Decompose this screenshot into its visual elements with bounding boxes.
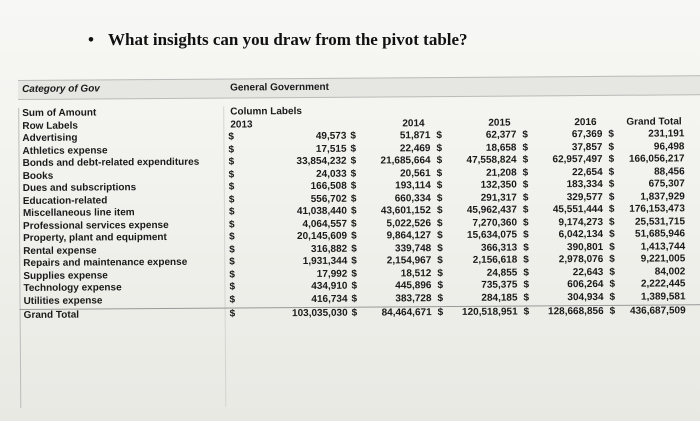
value-cell: 45,962,437 [466,204,517,216]
value-cell: 67,369 [571,128,603,141]
dollar-sign: $ [608,191,615,203]
dollar-sign: $ [523,279,530,291]
value-cell: 606,264 [567,278,604,291]
row-label: Professional services expense [22,219,169,232]
row-label: Education-related [22,194,108,207]
value-cell: 304,934 [567,291,604,303]
dollar-sign: $ [437,292,444,304]
dollar-sign: $ [436,142,443,154]
dollar-sign: $ [228,156,235,168]
value-cell: 7,270,360 [472,217,518,229]
value-cell: 4,064,557 [302,218,348,230]
dollar-sign: $ [229,268,235,281]
column-labels: Column Labels [230,106,302,118]
dollar-sign: $ [437,267,443,279]
dollar-sign: $ [522,191,529,203]
dollar-sign: $ [522,216,529,228]
value-cell: 15,634,075 [466,229,518,241]
question [88,30,468,50]
row-label: Miscellaneous line item [22,207,135,219]
value-cell: 329,577 [566,191,603,203]
row-label: Dues and subscriptions [22,182,137,194]
year-header: 2016 [574,116,597,128]
dollar-sign: $ [350,143,357,155]
dollar-sign: $ [436,167,443,179]
filter-value[interactable]: General Government [230,81,330,94]
value-cell: 33,854,232 [296,155,347,168]
value-cell: 22,654 [572,166,603,178]
value-cell: 9,864,127 [386,230,432,242]
dollar-sign: $ [350,218,357,230]
row-label: Athletics expense [22,144,108,157]
value-cell: 41,038,440 [296,205,347,218]
dollar-sign: $ [351,280,358,292]
value-cell: 1,389,581 [640,290,686,303]
value-cell: 735,375 [481,279,518,291]
dollar-sign: $ [437,242,443,254]
value-cell: 383,728 [395,292,432,304]
value-cell: 21,685,664 [380,155,431,167]
row-label: Utilities expense [23,294,103,307]
dollar-sign: $ [436,130,442,142]
dollar-sign: $ [523,229,529,241]
dollar-sign: $ [350,155,357,167]
dollar-sign: $ [229,231,235,243]
dollar-sign: $ [608,166,615,178]
value-cell: 20,145,609 [296,230,348,243]
value-cell: 434,910 [311,280,348,292]
dollar-sign: $ [522,166,529,178]
value-cell: 284,185 [481,292,518,304]
value-cell: 5,022,526 [386,217,432,229]
dollar-sign: $ [522,204,529,216]
dollar-sign: $ [608,178,615,190]
dollar-sign: $ [609,253,615,265]
value-cell: 339,748 [394,242,432,254]
value-cell: 88,456 [654,165,685,178]
value-cell: 24,033 [316,168,347,180]
dollar-sign: $ [228,218,235,231]
value-cell: 193,114 [395,180,431,192]
dollar-sign: $ [523,254,529,266]
value-cell: 1,931,344 [302,255,348,268]
dollar-sign: $ [350,180,357,192]
value-cell: 183,334 [566,178,603,191]
bullet: • [88,30,94,49]
dollar-sign: $ [609,228,615,240]
value-cell: 9,221,005 [640,253,686,265]
value-cell: 445,896 [395,280,432,292]
dollar-sign: $ [229,293,236,306]
dollar-sign: $ [523,241,529,253]
value-cell: 25,531,715 [634,215,686,228]
dollar-sign: $ [436,205,443,217]
value-cell: 390,801 [566,241,604,253]
dollar-sign: $ [351,307,358,319]
dollar-sign: $ [436,192,443,204]
dollar-sign: $ [522,179,529,191]
dollar-sign: $ [436,180,443,192]
dollar-sign: $ [522,129,528,141]
value-cell: 231,191 [648,128,685,140]
value-cell: 166,508 [310,180,347,192]
value-cell: 51,871 [399,130,431,142]
value-cell: 43,601,152 [380,205,431,217]
year-header: Grand Total [626,115,682,128]
value-cell: 21,208 [486,167,517,179]
row-label: Supplies expense [23,269,108,282]
value-cell: 128,668,856 [547,305,604,318]
value-cell: 176,153,473 [629,203,685,215]
dollar-sign: $ [351,255,357,267]
dollar-sign: $ [436,217,443,229]
value-cell: 2,156,618 [472,254,518,266]
value-cell: 49,573 [315,130,347,142]
dollar-sign: $ [229,308,236,320]
filter-row [18,75,700,100]
value-cell: 316,882 [310,243,348,255]
dollar-sign: $ [608,153,615,165]
value-cell: 96,498 [653,140,685,153]
value-cell: 62,957,497 [552,153,603,166]
value-cell: 24,855 [486,267,518,279]
dollar-sign: $ [609,241,615,253]
dollar-sign: $ [437,280,444,292]
dollar-sign: $ [229,243,235,256]
dollar-sign: $ [522,154,529,166]
dollar-sign: $ [609,266,615,278]
dollar-sign: $ [436,155,443,167]
dollar-sign: $ [228,181,235,193]
dollar-sign: $ [351,293,358,305]
value-cell: 436,687,509 [629,305,686,317]
value-cell: 166,056,217 [628,153,685,165]
dollar-sign: $ [523,291,530,303]
value-cell: 2,978,076 [558,253,604,266]
dollar-sign: $ [350,193,357,205]
row-label: Repairs and maintenance expense [23,256,188,269]
dollar-sign: $ [609,291,616,303]
dollar-sign: $ [228,143,235,156]
value-cell: 18,658 [485,142,517,154]
year-header: 2015 [488,117,511,129]
value-cell: 18,512 [400,267,432,279]
dollar-sign: $ [437,307,444,319]
row-label: Books [22,170,54,182]
row-label: Rental expense [23,244,97,257]
value-cell: 416,734 [311,293,348,305]
dollar-sign: $ [351,243,357,255]
value-cell: 22,643 [572,266,604,278]
value-cell: 17,992 [316,268,348,280]
value-cell: 84,002 [654,265,686,278]
value-cell: 47,558,824 [466,154,517,166]
dollar-sign: $ [350,205,357,217]
value-cell: 103,035,030 [291,307,348,320]
value-label: Sum of Amount [22,107,97,119]
dollar-sign: $ [229,256,235,268]
value-cell: 120,518,951 [461,306,518,318]
value-cell: 366,313 [480,242,518,254]
dollar-sign: $ [350,130,357,142]
question-text: What insights can you draw from the pivot table? [108,30,468,49]
row-label: Advertising [22,132,78,144]
value-cell: 6,042,134 [558,228,604,241]
year-header: 2014 [402,117,425,129]
value-cell: 9,174,273 [558,216,604,228]
value-cell: 660,334 [394,192,431,204]
row-label: Technology expense [23,282,122,294]
value-cell: 45,551,444 [552,203,603,216]
dollar-sign: $ [608,203,615,215]
value-cell: 2,222,445 [640,278,686,290]
dollar-sign: $ [609,305,616,317]
value-cell: 1,413,744 [640,240,686,253]
dollar-sign: $ [608,141,615,153]
value-cell: 84,464,671 [381,307,432,319]
value-cell: 132,350 [480,179,517,191]
dollar-sign: $ [523,306,530,318]
dollar-sign: $ [351,230,357,242]
dollar-sign: $ [350,168,357,180]
value-cell: 62,377 [485,129,517,141]
dollar-sign: $ [229,281,236,293]
year-header: 2013 [230,118,253,131]
value-cell: 556,702 [310,193,347,205]
dollar-sign: $ [609,278,616,290]
dollar-sign: $ [228,131,235,143]
dollar-sign: $ [608,216,615,228]
pivot-table [18,75,700,410]
value-cell: 22,469 [399,142,431,154]
row-label: Bonds and debt-related expenditures [22,156,200,169]
dollar-sign: $ [228,193,235,206]
value-cell: 291,317 [480,192,517,204]
row-label: Property, plant and equipment [23,231,167,244]
dollar-sign: $ [228,168,235,181]
value-cell: 20,561 [400,167,431,179]
dollar-sign: $ [608,128,614,140]
pivot-grid [18,103,700,322]
dollar-sign: $ [228,206,235,218]
row-label: Grand Total [23,309,80,321]
dollar-sign: $ [437,255,443,267]
value-cell: 17,515 [315,143,347,155]
value-cell: 675,307 [648,178,685,190]
row-labels: Row Labels [22,120,78,132]
filter-label[interactable]: Category of Gov [22,83,100,95]
value-cell: 51,685,946 [634,228,686,240]
value-cell: 1,837,929 [640,190,685,203]
dollar-sign: $ [437,230,443,242]
value-cell: 2,154,967 [386,255,432,267]
value-cell: 37,857 [571,141,603,153]
dollar-sign: $ [523,266,529,278]
dollar-sign: $ [351,268,357,280]
dollar-sign: $ [522,141,529,153]
